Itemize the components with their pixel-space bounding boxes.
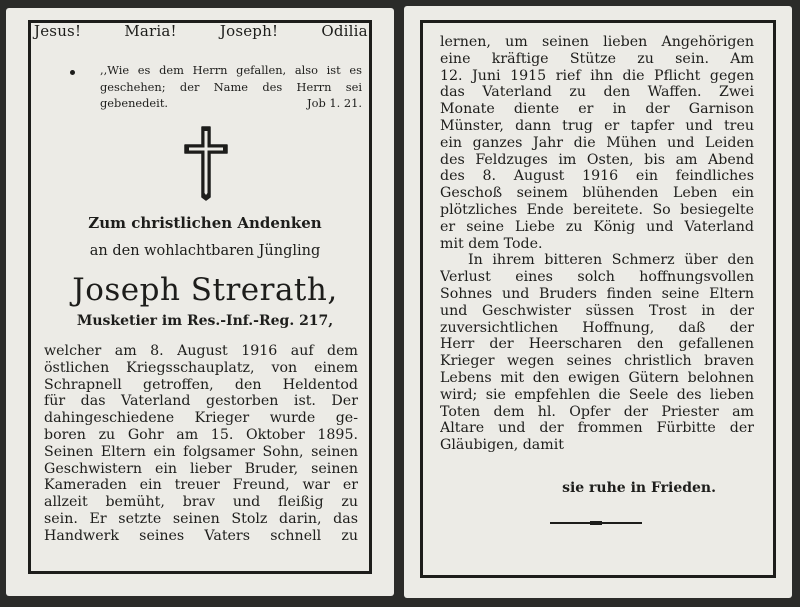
text-line: boren zu Gohr am 15. Oktober 1895. xyxy=(44,426,358,443)
text-line: sein. Er setzte seinen Stolz darin, das xyxy=(44,510,358,527)
memorial-subheading: an den wohlachtbaren Jüngling xyxy=(89,243,321,259)
latin-cross-icon xyxy=(181,125,231,201)
closing-blessing: sie ruhe in Frieden. xyxy=(562,480,716,496)
saint-jesus: Jesus! xyxy=(34,22,82,40)
saint-odilia: Odilia! xyxy=(321,22,374,40)
text-line: Kameraden ein treuer Freund, war er xyxy=(44,477,358,494)
saint-joseph: Joseph! xyxy=(219,22,279,40)
text-line: Krieger wegen seines christlich braven xyxy=(440,353,754,370)
text-line: des Feldzuges im Osten, bis am Abend xyxy=(440,151,754,168)
verse-citation: Job 1. 21. xyxy=(307,96,362,110)
text-line: wird; sie empfehlen die Seele des lieben xyxy=(440,386,754,403)
text-line: für das Vaterland gestorben ist. Der xyxy=(44,393,358,410)
text-line: östlichen Kriegsschauplatz, von einem xyxy=(44,359,358,376)
saints-invocation xyxy=(34,22,374,40)
text-line: Münster, dann trug er tapfer und treu xyxy=(440,117,754,134)
text-line: Toten dem hl. Opfer der Priester am xyxy=(440,403,754,420)
text-line: In ihrem bitteren Schmerz über den xyxy=(468,252,754,269)
verse-line-last: gebenedeit. xyxy=(100,96,169,110)
text-line: Sohnes und Bruders finden seine Eltern xyxy=(440,285,754,302)
biography-text-right xyxy=(440,34,754,454)
text-line: Seinen Eltern ein folgsamer Sohn, seinen xyxy=(44,443,358,460)
text-line: lernen, um seinen lieben Angehörigen xyxy=(440,34,754,50)
deceased-name: Joseph Strerath, xyxy=(72,272,338,308)
text-line: Herr der Heerscharen den gefallenen xyxy=(440,336,754,353)
text-line: Verlust eines solch hoffnungsvollen xyxy=(440,269,754,286)
verse-reference-line xyxy=(100,95,362,112)
verse-line: ,,Wie es dem Herrn gefallen, also ist es xyxy=(100,63,362,77)
text-line: und Geschwister süssen Trost in der xyxy=(440,302,754,319)
text-line: Lebens mit den ewigen Gütern belohnen xyxy=(440,369,754,386)
text-line: er seine Liebe zu König und Vaterland xyxy=(440,218,754,235)
decorative-rule xyxy=(550,522,642,524)
military-rank: Musketier im Res.-Inf.-Reg. 217, xyxy=(76,313,334,329)
memorial-heading: Zum christlichen Andenken xyxy=(88,214,322,232)
text-line: das Vaterland zu den Waffen. Zwei xyxy=(440,84,754,101)
text-line: allzeit bemüht, brav und fleißig zu xyxy=(44,494,358,511)
text-line: Geschoß seinem blühenden Leben ein xyxy=(440,185,754,202)
text-line: Monate diente er in der Garnison xyxy=(440,101,754,118)
saint-maria: Maria! xyxy=(124,22,177,40)
text-line: Schrapnell getroffen, den Heldentod xyxy=(44,376,358,393)
text-line: Geschwistern ein lieber Bruder, seinen xyxy=(44,460,358,477)
text-line: zuversichtlichen Hoffnung, daß der xyxy=(440,319,754,336)
text-line: plötzliches Ende bereitete. So besiegelte xyxy=(440,201,754,218)
biography-text-left xyxy=(44,343,358,545)
text-line: Altare und der frommen Fürbitte der xyxy=(440,420,754,437)
text-line: Gläubigen, damit xyxy=(440,437,564,454)
text-line: eine kräftige Stütze zu sein. Am xyxy=(440,50,754,67)
text-line: des 8. August 1916 ein feindliches xyxy=(440,168,754,185)
bullet-dot xyxy=(70,70,75,75)
text-line: mit dem Tode. xyxy=(440,235,543,252)
verse-line: geschehen; der Name des Herrn sei xyxy=(100,80,362,94)
text-line: ein ganzes Jahr die Mühen und Leiden xyxy=(440,134,754,151)
text-line: dahingeschiedene Krieger wurde ge- xyxy=(44,410,358,427)
text-line: welcher am 8. August 1916 auf dem xyxy=(44,343,358,359)
text-line: 12. Juni 1915 rief ihn die Pflicht gegen xyxy=(440,67,754,84)
scripture-verse xyxy=(100,62,362,96)
text-line: Handwerk seines Vaters schnell zu xyxy=(44,527,358,544)
